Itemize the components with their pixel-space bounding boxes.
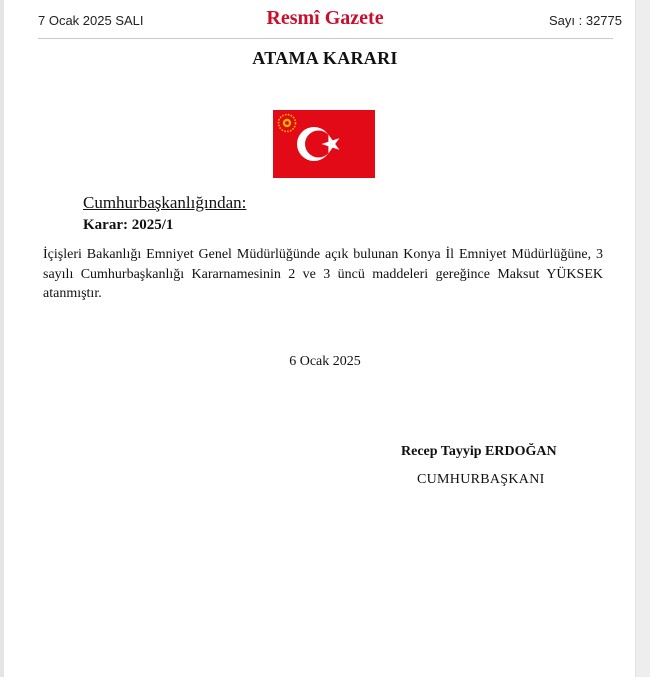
decision-number: Karar: 2025/1: [83, 217, 174, 233]
signatory-name: Recep Tayyip ERDOĞAN: [401, 444, 557, 459]
decision-body: İçişleri Bakanlığı Emniyet Genel Müdürlüğünde açık bulunan Konya İl Emniyet Müdürlüğüne, 3 sayılı Cumhurbaşkanlığı Kararnamesinin 2 ve 3 üncü maddeleri gereğince Maksut YÜKSEK atanmıştır.: [43, 247, 603, 301]
page-frame-left: [0, 0, 4, 677]
page-frame-right: [635, 0, 650, 677]
header-date: 7 Ocak 2025 SALI: [38, 13, 144, 28]
decision-date: 6 Ocak 2025: [289, 354, 361, 369]
header-divider: [38, 38, 613, 39]
header-issue-number: Sayı : 32775: [549, 13, 622, 28]
signatory-title: CUMHURBAŞKANI: [417, 472, 545, 487]
document-title: ATAMA KARARI: [252, 48, 398, 68]
gazette-masthead: Resmî Gazete: [266, 7, 384, 29]
turkish-flag-icon: [273, 110, 375, 178]
issuing-office: Cumhurbaşkanlığından:: [83, 193, 247, 212]
